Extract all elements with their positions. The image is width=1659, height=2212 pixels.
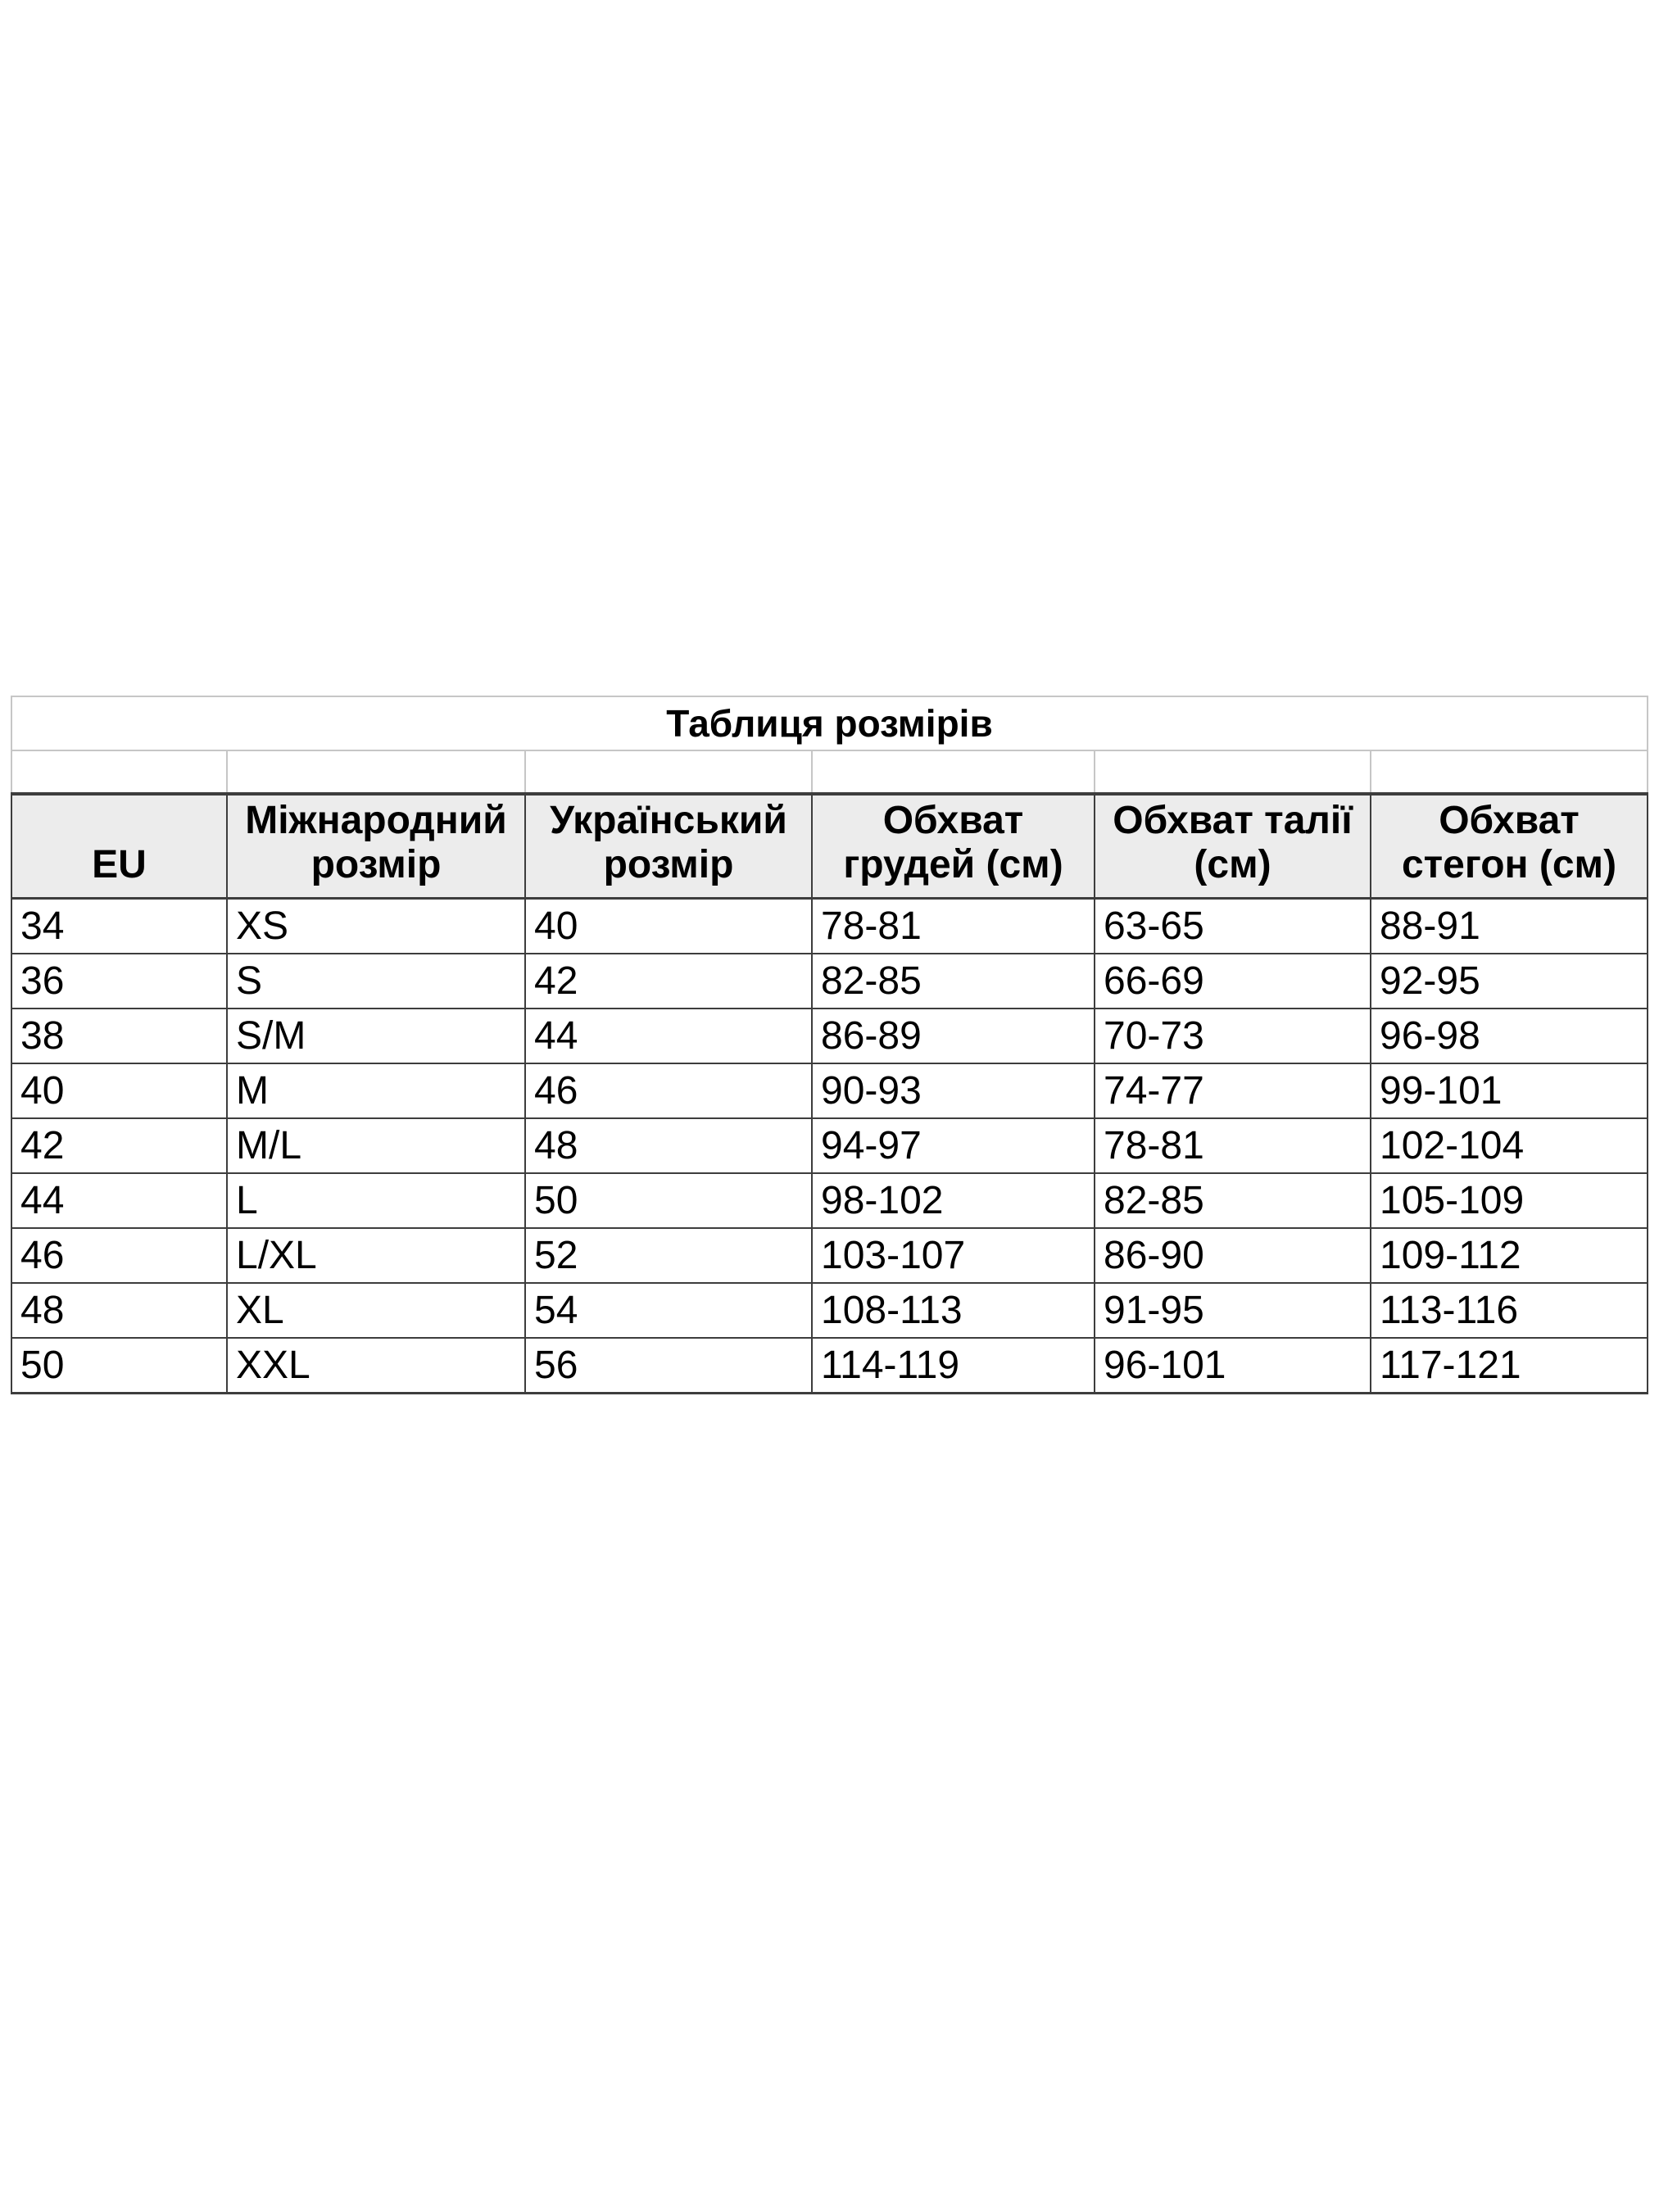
table-cell: 113-116 bbox=[1371, 1283, 1648, 1338]
table-cell: 34 bbox=[11, 898, 227, 954]
title-row bbox=[11, 696, 1648, 750]
table-row bbox=[11, 1173, 1648, 1228]
spacer-row bbox=[11, 750, 1648, 794]
table-cell: 92-95 bbox=[1371, 954, 1648, 1009]
table-row bbox=[11, 954, 1648, 1009]
table-cell: 91-95 bbox=[1095, 1283, 1371, 1338]
column-header-eu: EU bbox=[11, 794, 227, 898]
spacer-cell bbox=[812, 750, 1095, 794]
table-cell: 70-73 bbox=[1095, 1009, 1371, 1063]
table-cell: 40 bbox=[11, 1063, 227, 1118]
table-cell: 48 bbox=[11, 1283, 227, 1338]
header-row bbox=[11, 794, 1648, 898]
table-cell: 63-65 bbox=[1095, 898, 1371, 954]
column-header-international-size: Міжнародний розмір bbox=[227, 794, 525, 898]
table-cell: 36 bbox=[11, 954, 227, 1009]
table-cell: 44 bbox=[11, 1173, 227, 1228]
table-cell: M/L bbox=[227, 1118, 525, 1173]
table-cell: L/XL bbox=[227, 1228, 525, 1283]
table-cell: 117-121 bbox=[1371, 1338, 1648, 1394]
table-cell: 98-102 bbox=[812, 1173, 1095, 1228]
table-title: Таблиця розмірів bbox=[11, 696, 1648, 750]
table-cell: 50 bbox=[11, 1338, 227, 1394]
table-cell: 86-90 bbox=[1095, 1228, 1371, 1283]
table-cell: 78-81 bbox=[812, 898, 1095, 954]
table-cell: L bbox=[227, 1173, 525, 1228]
table-cell: 50 bbox=[525, 1173, 812, 1228]
table-cell: 99-101 bbox=[1371, 1063, 1648, 1118]
table-cell: 54 bbox=[525, 1283, 812, 1338]
table-cell: 56 bbox=[525, 1338, 812, 1394]
table-cell: 46 bbox=[525, 1063, 812, 1118]
table-cell: 52 bbox=[525, 1228, 812, 1283]
column-header-chest: Обхват грудей (см) bbox=[812, 794, 1095, 898]
column-header-hips: Обхват стегон (см) bbox=[1371, 794, 1648, 898]
table-cell: 74-77 bbox=[1095, 1063, 1371, 1118]
table-row bbox=[11, 1063, 1648, 1118]
table-cell: S bbox=[227, 954, 525, 1009]
table-cell: 40 bbox=[525, 898, 812, 954]
size-table bbox=[11, 696, 1648, 1394]
column-header-waist: Обхват талії (см) bbox=[1095, 794, 1371, 898]
table-cell: XS bbox=[227, 898, 525, 954]
table-row bbox=[11, 1009, 1648, 1063]
table-cell: 44 bbox=[525, 1009, 812, 1063]
table-cell: 48 bbox=[525, 1118, 812, 1173]
table-cell: 88-91 bbox=[1371, 898, 1648, 954]
table-cell: 114-119 bbox=[812, 1338, 1095, 1394]
table-cell: 105-109 bbox=[1371, 1173, 1648, 1228]
table-cell: 42 bbox=[11, 1118, 227, 1173]
spacer-cell bbox=[11, 750, 227, 794]
table-cell: XL bbox=[227, 1283, 525, 1338]
table-cell: 78-81 bbox=[1095, 1118, 1371, 1173]
spacer-cell bbox=[1095, 750, 1371, 794]
table-cell: 38 bbox=[11, 1009, 227, 1063]
table-cell: S/M bbox=[227, 1009, 525, 1063]
table-cell: M bbox=[227, 1063, 525, 1118]
table-cell: 109-112 bbox=[1371, 1228, 1648, 1283]
table-cell: 66-69 bbox=[1095, 954, 1371, 1009]
spacer-cell bbox=[227, 750, 525, 794]
table-cell: 96-101 bbox=[1095, 1338, 1371, 1394]
table-cell: 103-107 bbox=[812, 1228, 1095, 1283]
table-cell: 82-85 bbox=[1095, 1173, 1371, 1228]
spacer-cell bbox=[525, 750, 812, 794]
table-row bbox=[11, 1338, 1648, 1394]
table-cell: 94-97 bbox=[812, 1118, 1095, 1173]
table-cell: 82-85 bbox=[812, 954, 1095, 1009]
table-row bbox=[11, 1228, 1648, 1283]
table-cell: XXL bbox=[227, 1338, 525, 1394]
table-row bbox=[11, 1283, 1648, 1338]
table-row bbox=[11, 1118, 1648, 1173]
table-cell: 102-104 bbox=[1371, 1118, 1648, 1173]
column-header-ukrainian-size: Український розмір bbox=[525, 794, 812, 898]
table-cell: 46 bbox=[11, 1228, 227, 1283]
table-body bbox=[11, 898, 1648, 1393]
spacer-cell bbox=[1371, 750, 1648, 794]
table-cell: 108-113 bbox=[812, 1283, 1095, 1338]
table-cell: 86-89 bbox=[812, 1009, 1095, 1063]
table-cell: 90-93 bbox=[812, 1063, 1095, 1118]
table-row bbox=[11, 898, 1648, 954]
size-chart-sheet bbox=[11, 696, 1648, 1394]
table-cell: 42 bbox=[525, 954, 812, 1009]
table-cell: 96-98 bbox=[1371, 1009, 1648, 1063]
